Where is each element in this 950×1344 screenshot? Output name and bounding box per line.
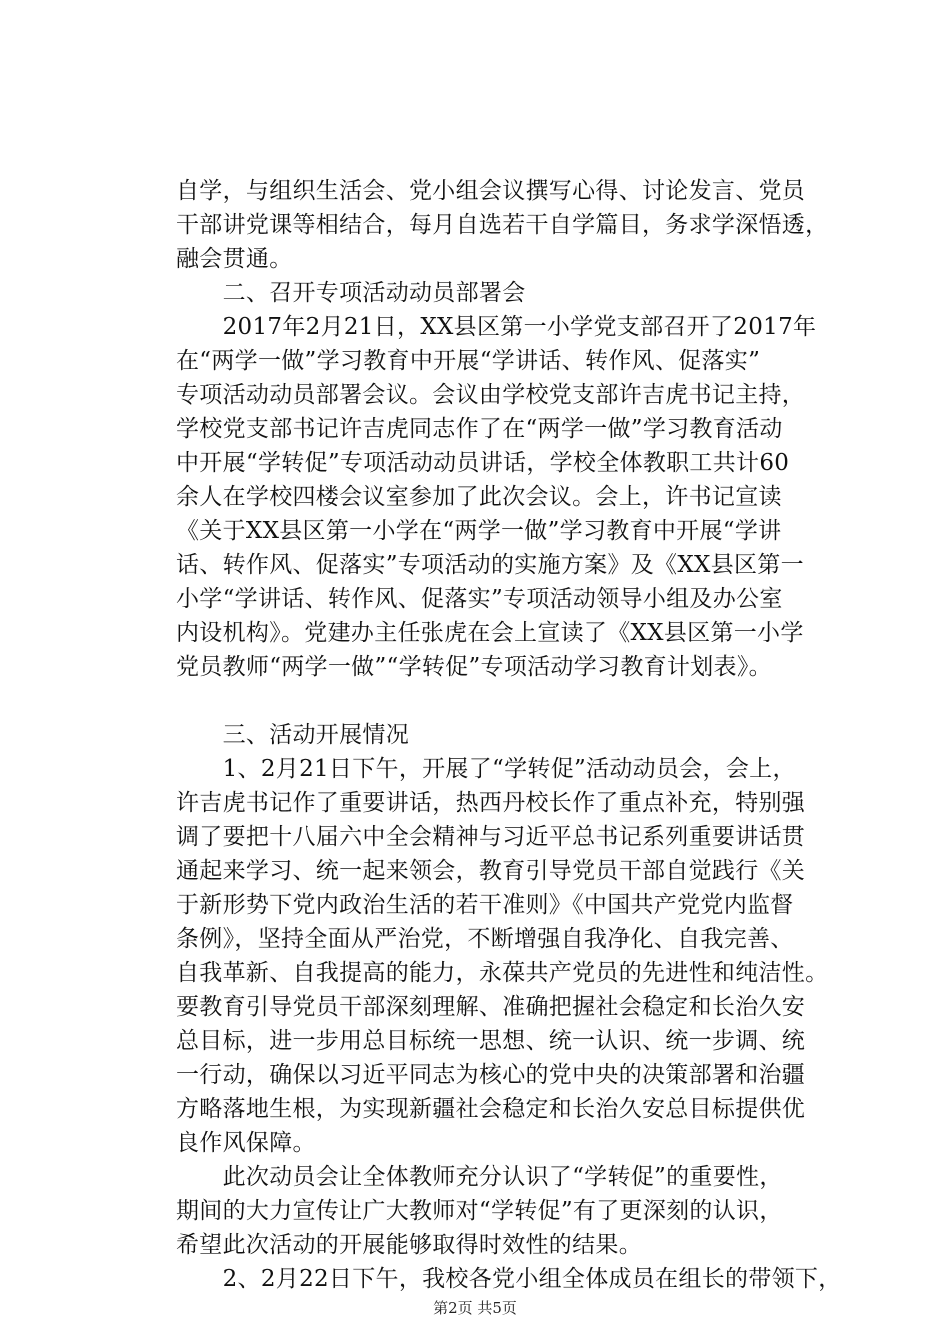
text-line: 二、召开专项活动动员部署会 <box>176 280 526 306</box>
text-line: 自我革新、自我提高的能力，永葆共产党员的先进性和纯洁性。 <box>176 960 829 986</box>
text-line: 要教育引导党员干部深刻理解、准确把握社会稳定和长治久安 <box>176 994 806 1020</box>
blank-line <box>176 684 836 718</box>
text-line: 《关于XX县区第一小学在“两学一做”学习教育中开展“学讲 <box>176 518 782 544</box>
text-line: 内设机构》。党建办主任张虎在会上宣读了《XX县区第一小学 <box>176 620 804 646</box>
text-line: 通起来学习、统一起来领会，教育引导党员干部自觉践行《关 <box>176 858 806 884</box>
text-line: 话、转作风、促落实”专项活动的实施方案》及《XX县区第一 <box>176 552 804 578</box>
text-line: 融会贯通。 <box>176 246 293 272</box>
text-line: 于新形势下党内政治生活的若干准则》《中国共产党党内监督 <box>176 892 794 918</box>
text-line: 希望此次活动的开展能够取得时效性的结果。 <box>176 1232 642 1258</box>
text-line: 调了要把十八届六中全会精神与习近平总书记系列重要讲话贯 <box>176 824 806 850</box>
text-line: 期间的大力宣传让广大教师对“学转促”有了更深刻的认识， <box>176 1198 783 1224</box>
text-line: 专项活动动员部署会议。会议由学校党支部许吉虎书记主持， <box>176 382 806 408</box>
text-line: 良作风保障。 <box>176 1130 316 1156</box>
text-line: 方略落地生根，为实现新疆社会稳定和长治久安总目标提供优 <box>176 1096 806 1122</box>
text-line: 2、2月22日下午，我校各党小组全体成员在组长的带领下， <box>176 1266 842 1292</box>
text-line: 1、2月21日下午，开展了“学转促”活动动员会，会上， <box>176 756 796 782</box>
document-body <box>176 174 842 1296</box>
text-line: 2017年2月21日，XX县区第一小学党支部召开了2017年 <box>176 314 817 340</box>
text-line: 条例》，坚持全面从严治党，不断增强自我净化、自我完善、 <box>176 926 794 952</box>
text-line: 许吉虎书记作了重要讲话，热西丹校长作了重点补充，特别强 <box>176 790 806 816</box>
text-line: 总目标，进一步用总目标统一思想、统一认识、统一步调、统 <box>176 1028 806 1054</box>
text-line: 三、活动开展情况 <box>176 722 409 748</box>
text-line: 余人在学校四楼会议室参加了此次会议。会上，许书记宣读 <box>176 484 782 510</box>
text-line: 小学“学讲话、转作风、促落实”专项活动领导小组及办公室 <box>176 586 783 612</box>
text-line: 一行动，确保以习近平同志为核心的党中央的决策部署和治疆 <box>176 1062 806 1088</box>
text-line: 干部讲党课等相结合，每月自选若干自学篇目，务求学深悟透， <box>176 212 829 238</box>
text-line: 中开展“学转促”专项活动动员讲话，学校全体教职工共计60 <box>176 450 790 476</box>
text-line: 在“两学一做”学习教育中开展“学讲话、转作风、促落实” <box>176 348 761 374</box>
text-line: 学校党支部书记许吉虎同志作了在“两学一做”学习教育活动 <box>176 416 783 442</box>
text-line: 自学，与组织生活会、党小组会议撰写心得、讨论发言、党员 <box>176 178 806 204</box>
page-footer: 第2页 共5页 <box>433 1299 517 1317</box>
text-line: 此次动员会让全体教师充分认识了“学转促”的重要性， <box>176 1164 783 1190</box>
text-line: 党员教师“两学一做”“学转促”专项活动学习教育计划表》。 <box>176 654 772 680</box>
